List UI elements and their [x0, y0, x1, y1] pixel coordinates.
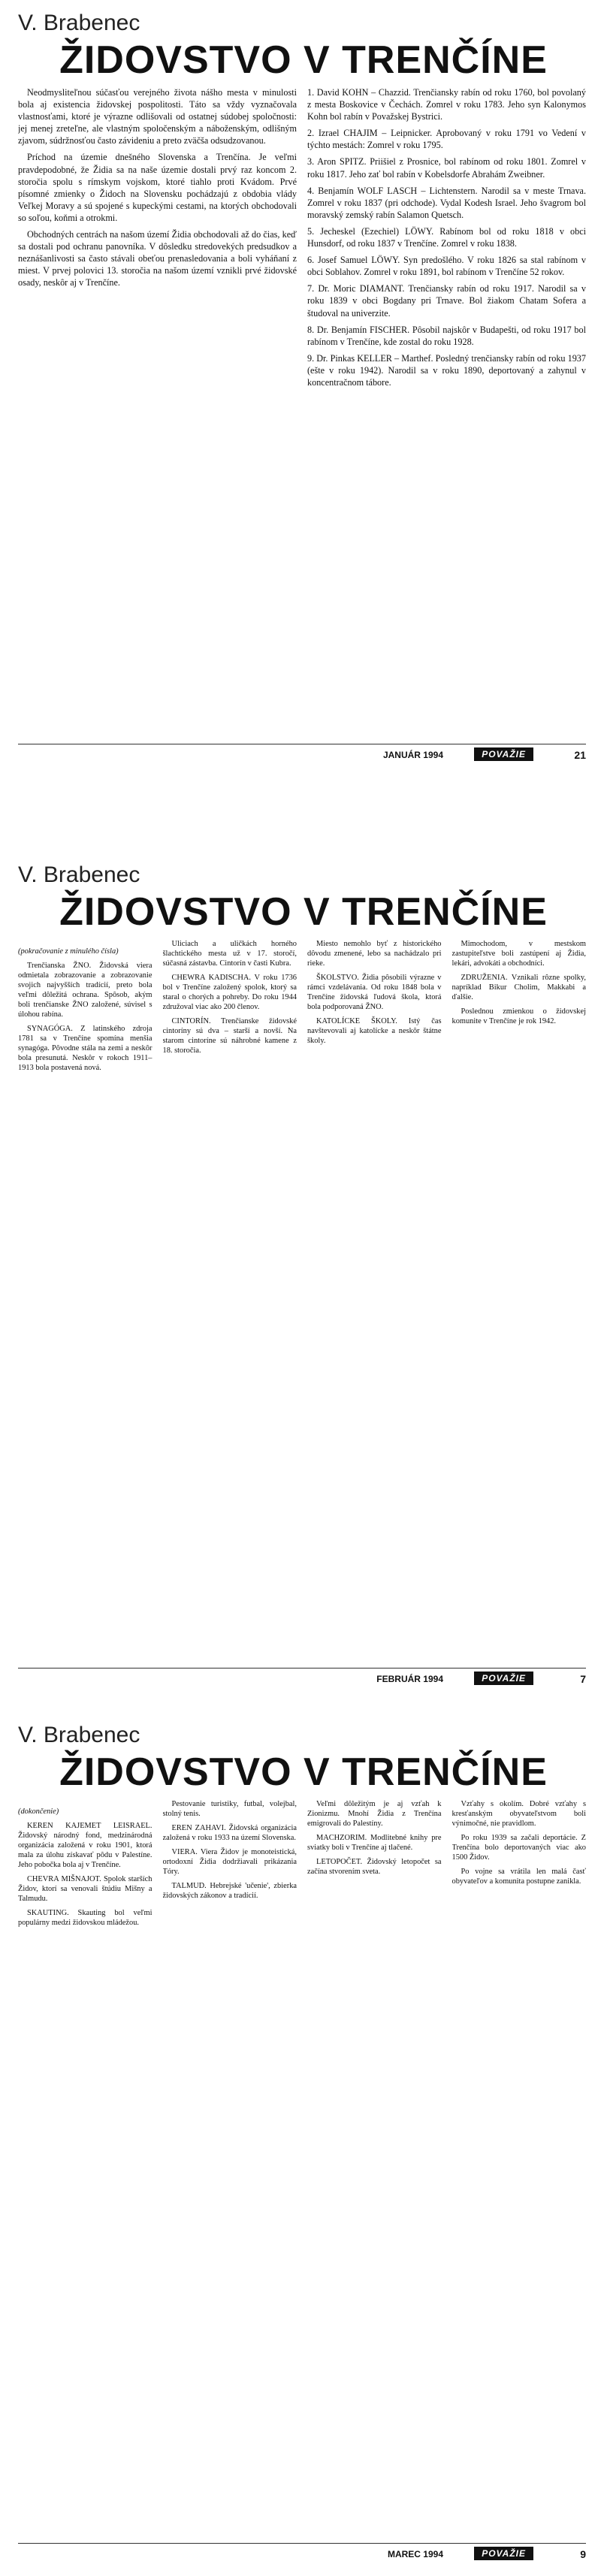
footer-rule [18, 2543, 586, 2544]
author-name: V. Brabenec [18, 1723, 140, 1747]
author-name: V. Brabenec [18, 11, 140, 35]
continuation-note: (dokončenie) [18, 1807, 59, 1816]
page-number: 7 [580, 1673, 586, 1685]
article-title: ŽIDOVSTVO V TRENČÍNE [59, 38, 548, 82]
paragraph: Poslednou zmienkou o židovskej komunite v Trenčíne je rok 1942. [452, 1007, 586, 1025]
paragraph: Po vojne sa vrátila len malá časť obyvateľov a komunita postupne zanikla. [452, 1868, 586, 1886]
paragraph: EREN ZAHAVI. Židovská organizácia založená v roku 1933 na území Slovenska. [162, 1824, 297, 1842]
rabbi-entry: 5. Jecheskel (Ezechiel) LÖWY. Rabínom bol od roku 1818 v obci Hunsdorf, od roku 1837 v Trenčíne. Zomrel v roku 1838. [307, 225, 586, 249]
column-3 [307, 1799, 442, 2490]
paragraph: Vzťahy s okolím. Dobré vzťahy s kresťanským obyvateľstvom boli výnimočné, nie pravidlom. [452, 1800, 586, 1828]
paragraph: ZDRUŽENIA. Vznikali rôzne spolky, napríklad Bikur Cholim, Makkabi a ďalšie. [452, 974, 586, 1001]
paragraph: MACHZORIM. Modlitebné knihy pre sviatky boli v Trenčíne aj tlačené. [307, 1834, 442, 1852]
magazine-logo: POVAŽIE [474, 1672, 533, 1685]
paragraph: SKAUTING. Skauting bol veľmi populárny medzi židovskou mládežou. [18, 1909, 153, 1928]
paragraph: LETOPOČET. Židovský letopočet sa začína stvorením sveta. [307, 1858, 442, 1876]
issue-month: FEBRUÁR 1994 [376, 1674, 443, 1684]
paragraph: CINTORÍN. Trenčianske židovské cintoríny sú dva – starší a novší. Na starom cintoríne sú náhrobné kamene z 18. storočia. [162, 1017, 297, 1055]
column-1 [18, 86, 297, 717]
paragraph: Uliciach a uličkách horného šlachtického mesta už v 17. storočí, súčasná zástavba. Cintorín v časti Kubra. [162, 940, 297, 968]
article-columns [18, 939, 586, 1630]
paragraph: Veľmi dôležitým je aj vzťah k Zionizmu. Mnohí Židia z Trenčína emigrovali do Palestíny. [307, 1800, 442, 1828]
column-1 [18, 1799, 153, 2490]
article-part-1 [0, 0, 601, 841]
rabbi-entry: 7. Dr. Moric DIAMANT. Trenčiansky rabín od roku 1917. Narodil sa v roku 1839 v obci Bogdany pri Trnave. Bol žiakom Chatam Sofera a študoval na univerzite. [307, 283, 586, 319]
paragraph: Miesto nemohlo byť z historického dôvodu zmenené, lebo sa nachádzalo pri rieke. [307, 940, 442, 968]
paragraph: SYNAGÓGA. Z latinského zdroja 1781 sa v Trenčíne spomína menšia synagóga. Pôvodne stála na zemi a neskôr bola presunutá. Neskôr v rokoch 1911–1913 bola postavená nová. [18, 1025, 153, 1073]
continuation-note: (pokračovanie z minulého čísla) [18, 947, 119, 956]
paragraph: KEREN KAJEMET LEISRAEL. Židovský národný fond, medzinárodná organizácia založená v roku 1901, ktorá mala za úlohu získavať pôdu v Palestíne. Jeho pobočka bola aj v Trenčíne. [18, 1822, 153, 1870]
rabbi-entry: 6. Josef Samuel LÖWY. Syn predošlého. V roku 1826 sa stal rabínom v obci Soblahov. Zomrel v roku 1891, bol rabínom v Trenčíne 52 rokov. [307, 255, 586, 278]
rabbi-entry: 4. Benjamín WOLF LASCH – Lichtenstern. Narodil sa v meste Trnava. Zomrel v roku 1837 (pri odchode). Vydal Kodesh Israel. Jeho švagrom bol moravský zemský rabín Salamon Quetsch. [307, 185, 586, 220]
article-columns [18, 86, 586, 717]
paragraph: TALMUD. Hebrejské 'učenie', zbierka židovských zákonov a tradícií. [162, 1882, 297, 1900]
page-footer [18, 747, 586, 764]
paragraph: Po roku 1939 sa začali deportácie. Z Trenčína bolo deportovaných viac ako 1500 Židov. [452, 1834, 586, 1862]
paragraph: VIERA. Viera Židov je monoteistická, ortodoxní Židia dodržiavali prikázania Tóry. [162, 1848, 297, 1876]
rabbi-entry: 9. Dr. Pinkas KELLER – Marthef. Posledný trenčiansky rabín od roku 1937 (ešte v roku 1942). Narodil sa v roku 1890, deportovaný a zahynul v koncentračnom tábore. [307, 352, 586, 388]
article-part-3 [0, 1717, 601, 2573]
issue-month: MAREC 1994 [387, 2549, 443, 2559]
paragraph: Mimochodom, v mestskom zastupiteľstve boli zastúpení aj Židia, lekári, advokáti a obchodníci. [452, 940, 586, 968]
column-4 [452, 1799, 587, 2490]
rabbi-entry: 2. Izrael CHAJIM – Leipnicker. Aprobovaný v roku 1791 vo Vedení v týchto mestách: Zomrel v roku 1795. [307, 128, 586, 151]
magazine-logo: POVAŽIE [474, 2547, 533, 2560]
column-2 [307, 86, 586, 717]
page-footer [18, 2547, 586, 2563]
rabbi-entry: 1. David KOHN – Chazzid. Trenčiansky rabín od roku 1760, bol povolaný z mesta Boskovice v Čechách. Zomrel v roku 1783. Jeho syn Kalonymos Kohn bol rabín v Považskej Bystrici. [307, 87, 586, 122]
paragraph: Pestovanie turistiky, futbal, volejbal, stolný tenis. [162, 1800, 297, 1818]
page-footer [18, 1672, 586, 1688]
paragraph: CHEWRA KADISCHA. V roku 1736 bol v Trenčíne založený spolok, ktorý sa staral o chorých a pohreby. Do roku 1944 združoval viac ako 200 členov. [162, 974, 297, 1011]
paragraph: Príchod na územie dnešného Slovenska a Trenčína. Je veľmi pravdepodobné, že Židia sa na naše územie dostali prvý raz koncom 2. storočia spolu s rímskym vojskom, ktoré tiahlo proti Kvádom. Prvé písomné zmienky o Židoch na Slovensku pochádzajú z obdobia vlády Veľkej Moravy a sú spojené s kupeckými cestami, na ktorých obchodovali so soľou, koňmi a otrokmi. [18, 152, 297, 223]
rabbi-entry: 8. Dr. Benjamín FISCHER. Pôsobil najskôr v Budapešti, od roku 1917 bol rabínom v Trenčíne, kde zostal do roku 1928. [307, 324, 586, 347]
rabbi-entry: 3. Aron SPITZ. Priišiel z Prosnice, bol rabínom od roku 1801. Zomrel v roku 1817. Jeho zať bol rabín v Kobelsdorfe Abrahám Zweibner. [307, 156, 586, 180]
column-2 [163, 1799, 297, 2490]
issue-month: JANUÁR 1994 [382, 750, 443, 760]
article-title: ŽIDOVSTVO V TRENČÍNE [59, 890, 548, 934]
author-name: V. Brabenec [18, 862, 140, 887]
paragraph: Obchodných centrách na našom území Židia obchodovali až do čias, keď sa dostali pod ochranu panovníka. V dôsledku stredovekých predsudkov a neznášanlivosti sa často stávali obeťou prenasledovania a boli vyháňaní z miest. V prvej polovici 13. storočia na našom území vznikli prvé židovské osady, neskôr aj v Trenčíne. [18, 229, 297, 288]
column-3 [307, 939, 442, 1630]
paragraph: Trenčianska ŽNO. Židovská viera odmietala zobrazovanie a zobrazovanie svojich najvyšších tradícií, preto bola veľmi dôležitá ochrana. Spôsob, akým boli trenčianske ŽNO založené, súvisel s úlohou rabína. [18, 962, 153, 1019]
article-columns [18, 1799, 586, 2490]
article-title: ŽIDOVSTVO V TRENČÍNE [59, 1750, 548, 1794]
column-1 [18, 939, 153, 1630]
page-number: 9 [580, 2548, 586, 2560]
paragraph: KATOLÍCKE ŠKOLY. Istý čas navštevovali aj katolícke a neskôr štátne školy. [307, 1017, 442, 1045]
paragraph: ŠKOLSTVO. Židia pôsobili výrazne v rámci vzdelávania. Od roku 1848 bola v Trenčíne židovská ľudová škola, ktorá bola podporovaná ŽNO. [307, 974, 442, 1011]
page-number: 21 [574, 749, 586, 761]
paragraph: Neodmysliteľnou súčasťou verejného života nášho mesta v minulosti bola aj existencia židovskej pospolitosti. Táto sa vždy vyznačovala vlastnosťami, ktoré je výrazne odlišovali od ostatnej súdobej spoločnosti: jej menej zreteľne, ale vlastným spoločenským a náboženským, odlišným zjavom, súdržnosťou často závideniu a preto zväčša odsudzovanou. [18, 87, 297, 146]
article-part-2 [0, 856, 601, 1702]
footer-rule [18, 1668, 586, 1669]
paragraph: CHEVRA MIŠNAJOT. Spolok starších Židov, ktorí sa venovali štúdiu Mišny a Talmudu. [18, 1875, 153, 1904]
column-4 [452, 939, 587, 1630]
column-2 [163, 939, 297, 1630]
magazine-logo: POVAŽIE [474, 747, 533, 761]
